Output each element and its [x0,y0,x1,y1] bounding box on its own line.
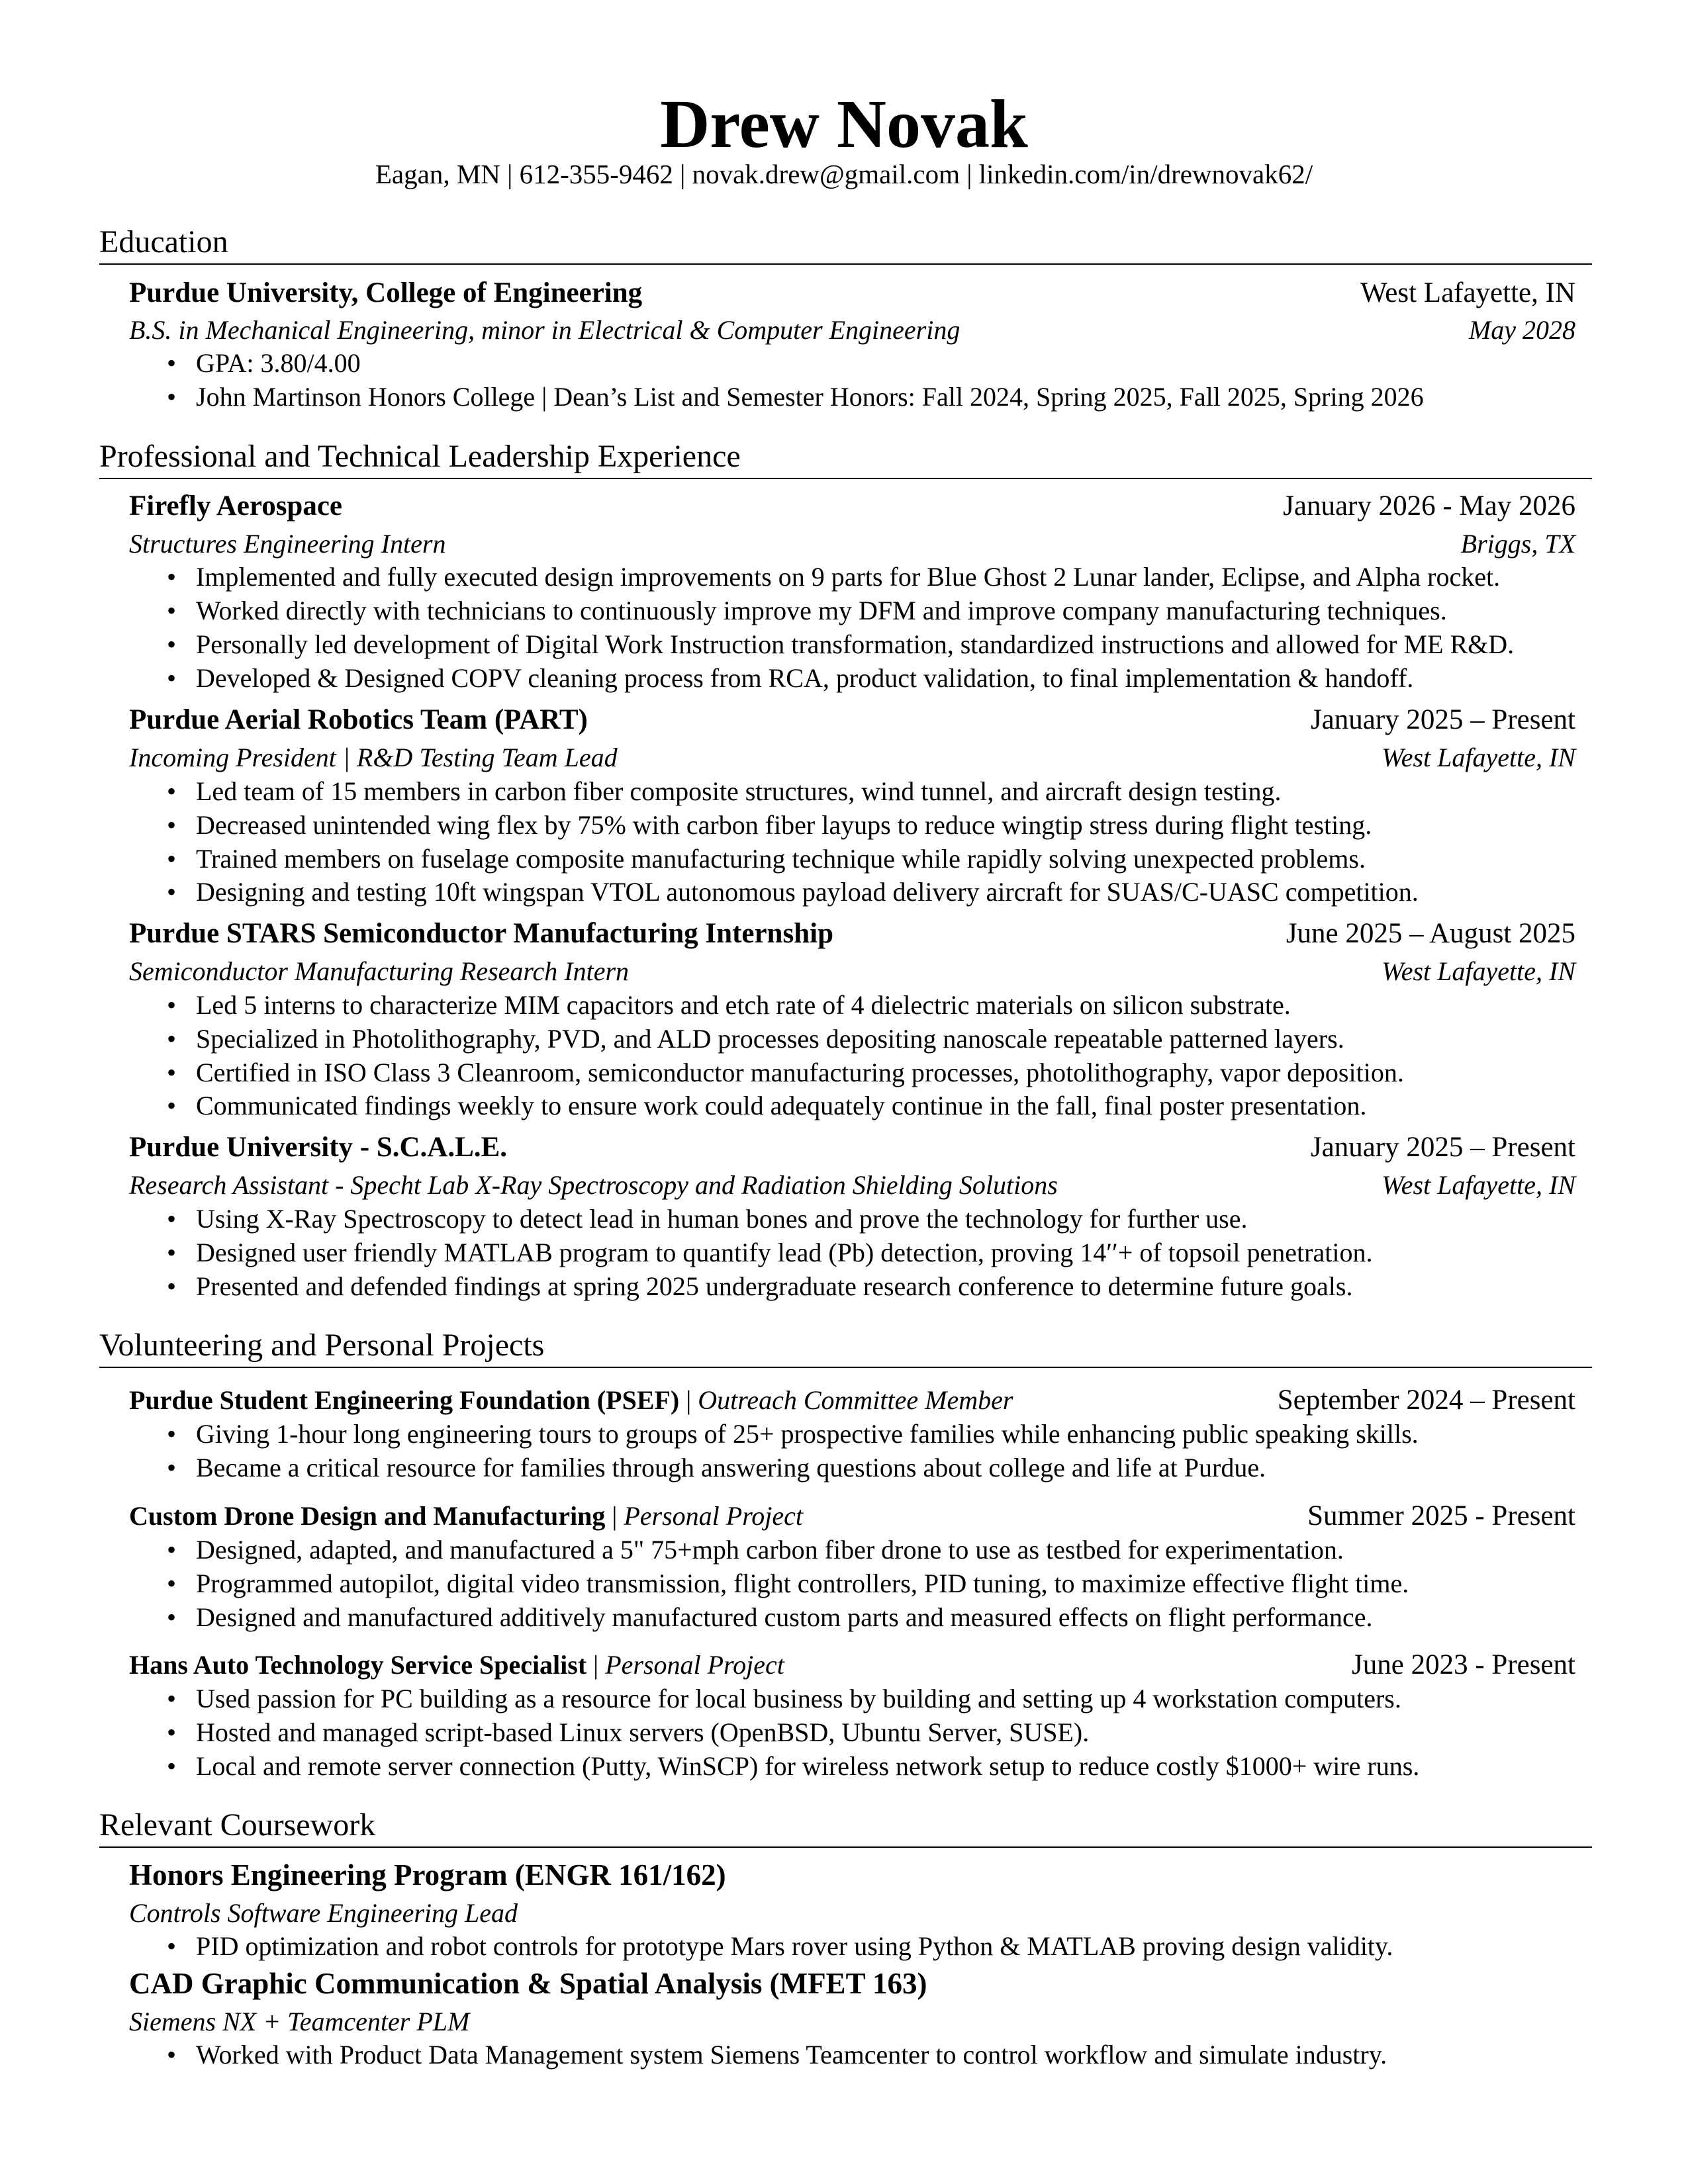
project-org: Purdue Student Engineering Foundation (PSEF) [129,1385,680,1415]
education-degree-row [129,314,1575,347]
job-role-row [129,741,1575,774]
separator: | [679,1385,698,1415]
project-date: September 2024 – Present [1277,1385,1575,1416]
job-location: West Lafayette, IN [1382,743,1575,772]
job-org: Purdue STARS Semiconductor Manufacturing Internship [129,918,833,949]
job-header [129,704,1575,737]
list-item: • Used passion for PC building as a resource for local business by building and setting up 4 workstation computers. [167,1684,1401,1713]
section-title-volunteering: Volunteering and Personal Projects [99,1328,545,1363]
list-item: • Worked with Product Data Management system Siemens Teamcenter to control workflow and simulate industry. [167,2040,1387,2070]
list-item: • Local and remote server connection (Putty, WinSCP) for wireless network setup to reduce costly $1000+ wire runs. [167,1751,1420,1781]
job-date: January 2025 – Present [1310,704,1575,735]
list-item: • Giving 1-hour long engineering tours to groups of 25+ prospective families while enhancing public speaking skills. [167,1419,1419,1449]
list-item: • Designed and manufactured additively manufactured custom parts and measured effects on flight performance. [167,1602,1373,1632]
list-item: • Personally led development of Digital Work Instruction transformation, standardized instructions and allowed for ME R&D. [167,629,1515,659]
list-item: • Worked directly with technicians to continuously improve my DFM and improve company manufacturing techniques. [167,596,1447,625]
degree: B.S. in Mechanical Engineering, minor in Electrical & Computer Engineering [129,315,961,345]
list-item: • Designed user friendly MATLAB program to quantify lead (Pb) detection, proving 14′′+ of topsoil penetration. [167,1238,1373,1267]
graduation-date: May 2028 [1468,315,1575,345]
job-header [129,490,1575,523]
course-role: Siemens NX + Teamcenter PLM [129,2007,470,2036]
list-item: • Presented and defended findings at spring 2025 undergraduate research conference to determine future goals. [167,1271,1353,1301]
list-item: • Communicated findings weekly to ensure work could adequately continue in the fall, final poster presentation. [167,1091,1367,1120]
section-title-experience: Professional and Technical Leadership Experience [99,439,741,474]
job-role: Incoming President | R&D Testing Team Lead [129,743,618,772]
job-role: Semiconductor Manufacturing Research Intern [129,956,630,986]
project-role: Personal Project [624,1501,804,1531]
section-divider [99,1367,1592,1368]
education-header [129,277,1575,310]
job-location: Briggs, TX [1460,529,1575,559]
list-item: • Trained members on fuselage composite manufacturing technique while rapidly solving unexpected problems. [167,844,1366,874]
course-role: Controls Software Engineering Lead [129,1898,518,1928]
school-name: Purdue University, College of Engineering [129,277,643,308]
project-date: June 2023 - Present [1352,1649,1575,1680]
list-item: • Decreased unintended wing flex by 75% with carbon fiber layups to reduce wingtip stress during flight testing. [167,810,1372,840]
course-name: CAD Graphic Communication & Spatial Analysis (MFET 163) [129,1967,927,2000]
list-item: • Led 5 interns to characterize MIM capacitors and etch rate of 4 dielectric materials on silicon substrate. [167,990,1291,1020]
project-header [129,1500,1575,1533]
job-role-row [129,527,1575,561]
section-title-education: Education [99,224,228,259]
list-item: • Programmed autopilot, digital video transmission, flight controllers, PID tuning, to maximize effective flight time. [167,1569,1409,1598]
list-item: • Designed, adapted, and manufactured a 5" 75+mph carbon fiber drone to use as testbed for experimentation. [167,1535,1344,1565]
list-item: • Implemented and fully executed design improvements on 9 parts for Blue Ghost 2 Lunar lander, Eclipse, and Alpha rocket. [167,562,1501,592]
list-item: • Specialized in Photolithography, PVD, and ALD processes depositing nanoscale repeatable patterned layers. [167,1024,1344,1054]
project-org: Hans Auto Technology Service Specialist [129,1650,587,1680]
section-divider [99,478,1592,479]
list-item: • Using X-Ray Spectroscopy to detect lead in human bones and prove the technology for further use. [167,1204,1248,1234]
school-location: West Lafayette, IN [1360,277,1575,308]
section-divider [99,263,1592,265]
project-header [129,1384,1575,1417]
job-header [129,1131,1575,1164]
list-item: • Hosted and managed script-based Linux servers (OpenBSD, Ubuntu Server, SUSE). [167,1717,1090,1747]
list-item: • PID optimization and robot controls for prototype Mars rover using Python & MATLAB proving design validity. [167,1931,1393,1961]
list-item: • Certified in ISO Class 3 Cleanroom, semiconductor manufacturing processes, photolithography, vapor deposition. [167,1058,1404,1087]
project-date: Summer 2025 - Present [1307,1500,1575,1531]
list-item: • Became a critical resource for families through answering questions about college and life at Purdue. [167,1453,1266,1482]
job-date: January 2025 – Present [1310,1132,1575,1163]
project-role: Personal Project [605,1650,784,1680]
job-header [129,917,1575,950]
list-item: • Developed & Designed COPV cleaning process from RCA, product validation, to final implementation & handoff. [167,663,1414,693]
job-location: West Lafayette, IN [1382,956,1575,986]
course-name: Honors Engineering Program (ENGR 161/162) [129,1858,726,1891]
project-org: Custom Drone Design and Manufacturing [129,1501,606,1531]
list-item: • John Martinson Honors College | Dean’s List and Semester Honors: Fall 2024, Spring 2025, Fall 2025, Spring 2026 [167,382,1424,412]
course-role-row [129,2005,1575,2038]
separator: | [586,1650,606,1680]
separator: | [605,1501,624,1531]
job-role-row [129,1169,1575,1202]
section-title-coursework: Relevant Coursework [99,1807,376,1843]
job-date: January 2026 - May 2026 [1283,490,1575,522]
section-divider [99,1846,1592,1848]
project-role: Outreach Committee Member [698,1385,1013,1415]
contact-line: Eagan, MN | 612-355-9462 | novak.drew@gmail.com | linkedin.com/in/drewnovak62/ [375,159,1313,189]
job-role-row [129,955,1575,988]
job-org: Purdue University - S.C.A.L.E. [129,1132,507,1163]
job-role: Structures Engineering Intern [129,529,446,559]
project-header [129,1649,1575,1682]
course-header [129,1967,1575,2000]
candidate-name: Drew Novak [660,86,1028,162]
course-header [129,1858,1575,1891]
list-item: • Led team of 15 members in carbon fiber composite structures, wind tunnel, and aircraft design testing. [167,776,1282,806]
list-item: • Designing and testing 10ft wingspan VTOL autonomous payload delivery aircraft for SUAS/C-UASC competition. [167,877,1419,907]
job-org: Purdue Aerial Robotics Team (PART) [129,704,588,735]
list-item: • GPA: 3.80/4.00 [167,348,361,378]
job-role: Research Assistant - Specht Lab X-Ray Spectroscopy and Radiation Shielding Solutions [129,1170,1058,1200]
job-org: Firefly Aerospace [129,490,343,522]
job-location: West Lafayette, IN [1382,1170,1575,1200]
course-role-row [129,1897,1575,1930]
job-date: June 2025 – August 2025 [1286,918,1575,949]
